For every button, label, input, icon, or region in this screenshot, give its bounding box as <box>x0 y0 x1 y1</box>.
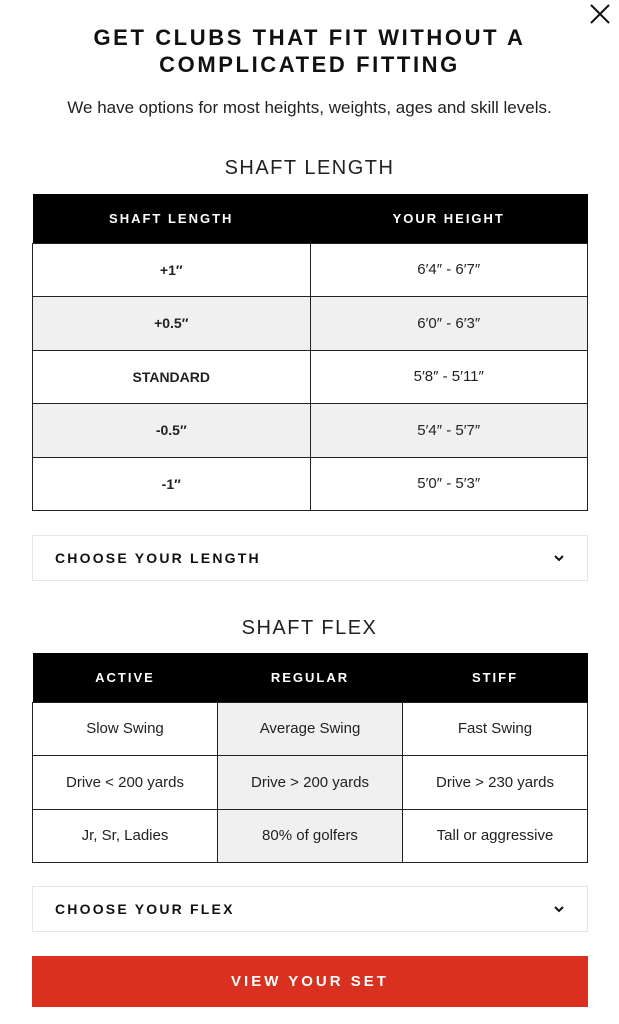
length-cell: +1″ <box>33 243 311 297</box>
shaft-flex-heading: SHAFT FLEX <box>241 617 378 639</box>
flex-cell: 80% of golfers <box>218 809 403 863</box>
table-row <box>33 809 588 863</box>
table-row <box>33 756 588 810</box>
dropdown-label: CHOOSE YOUR FLEX <box>55 901 235 917</box>
shaft-length-table <box>32 194 588 511</box>
shaft-flex-table <box>32 653 588 863</box>
column-header: REGULAR <box>218 653 403 702</box>
close-icon[interactable] <box>588 2 612 26</box>
height-cell: 5′4″ - 5′7″ <box>310 404 588 458</box>
flex-cell: Drive > 200 yards <box>218 756 403 810</box>
subtitle: We have options for most heights, weights, ages and skill levels. <box>67 98 552 117</box>
table-row <box>33 243 588 297</box>
length-cell: -0.5″ <box>33 404 311 458</box>
flex-cell: Tall or aggressive <box>403 809 588 863</box>
page-title: GET CLUBS THAT FIT WITHOUT A COMPLICATED FITTING <box>93 25 526 77</box>
column-header: SHAFT LENGTH <box>33 194 311 243</box>
flex-cell: Jr, Sr, Ladies <box>33 809 218 863</box>
table-row <box>33 404 588 458</box>
length-cell: STANDARD <box>33 350 311 404</box>
table-row <box>33 457 588 511</box>
height-cell: 6′0″ - 6′3″ <box>310 297 588 351</box>
chevron-down-icon <box>553 905 565 913</box>
length-cell: +0.5″ <box>33 297 311 351</box>
dropdown-label: CHOOSE YOUR LENGTH <box>55 550 261 566</box>
flex-cell: Drive > 230 yards <box>403 756 588 810</box>
choose-flex-dropdown[interactable] <box>32 886 588 932</box>
table-row <box>33 350 588 404</box>
column-header: ACTIVE <box>33 653 218 702</box>
flex-cell: Slow Swing <box>33 702 218 756</box>
height-cell: 5′8″ - 5′11″ <box>310 350 588 404</box>
view-your-set-button[interactable]: VIEW YOUR SET <box>32 956 588 1007</box>
flex-cell: Fast Swing <box>403 702 588 756</box>
flex-cell: Average Swing <box>218 702 403 756</box>
flex-cell: Drive < 200 yards <box>33 756 218 810</box>
table-row <box>33 702 588 756</box>
length-cell: -1″ <box>33 457 311 511</box>
height-cell: 5′0″ - 5′3″ <box>310 457 588 511</box>
column-header: YOUR HEIGHT <box>310 194 588 243</box>
table-row <box>33 297 588 351</box>
choose-length-dropdown[interactable] <box>32 535 588 581</box>
height-cell: 6′4″ - 6′7″ <box>310 243 588 297</box>
shaft-length-heading: SHAFT LENGTH <box>224 157 395 179</box>
column-header: STIFF <box>403 653 588 702</box>
chevron-down-icon <box>553 554 565 562</box>
